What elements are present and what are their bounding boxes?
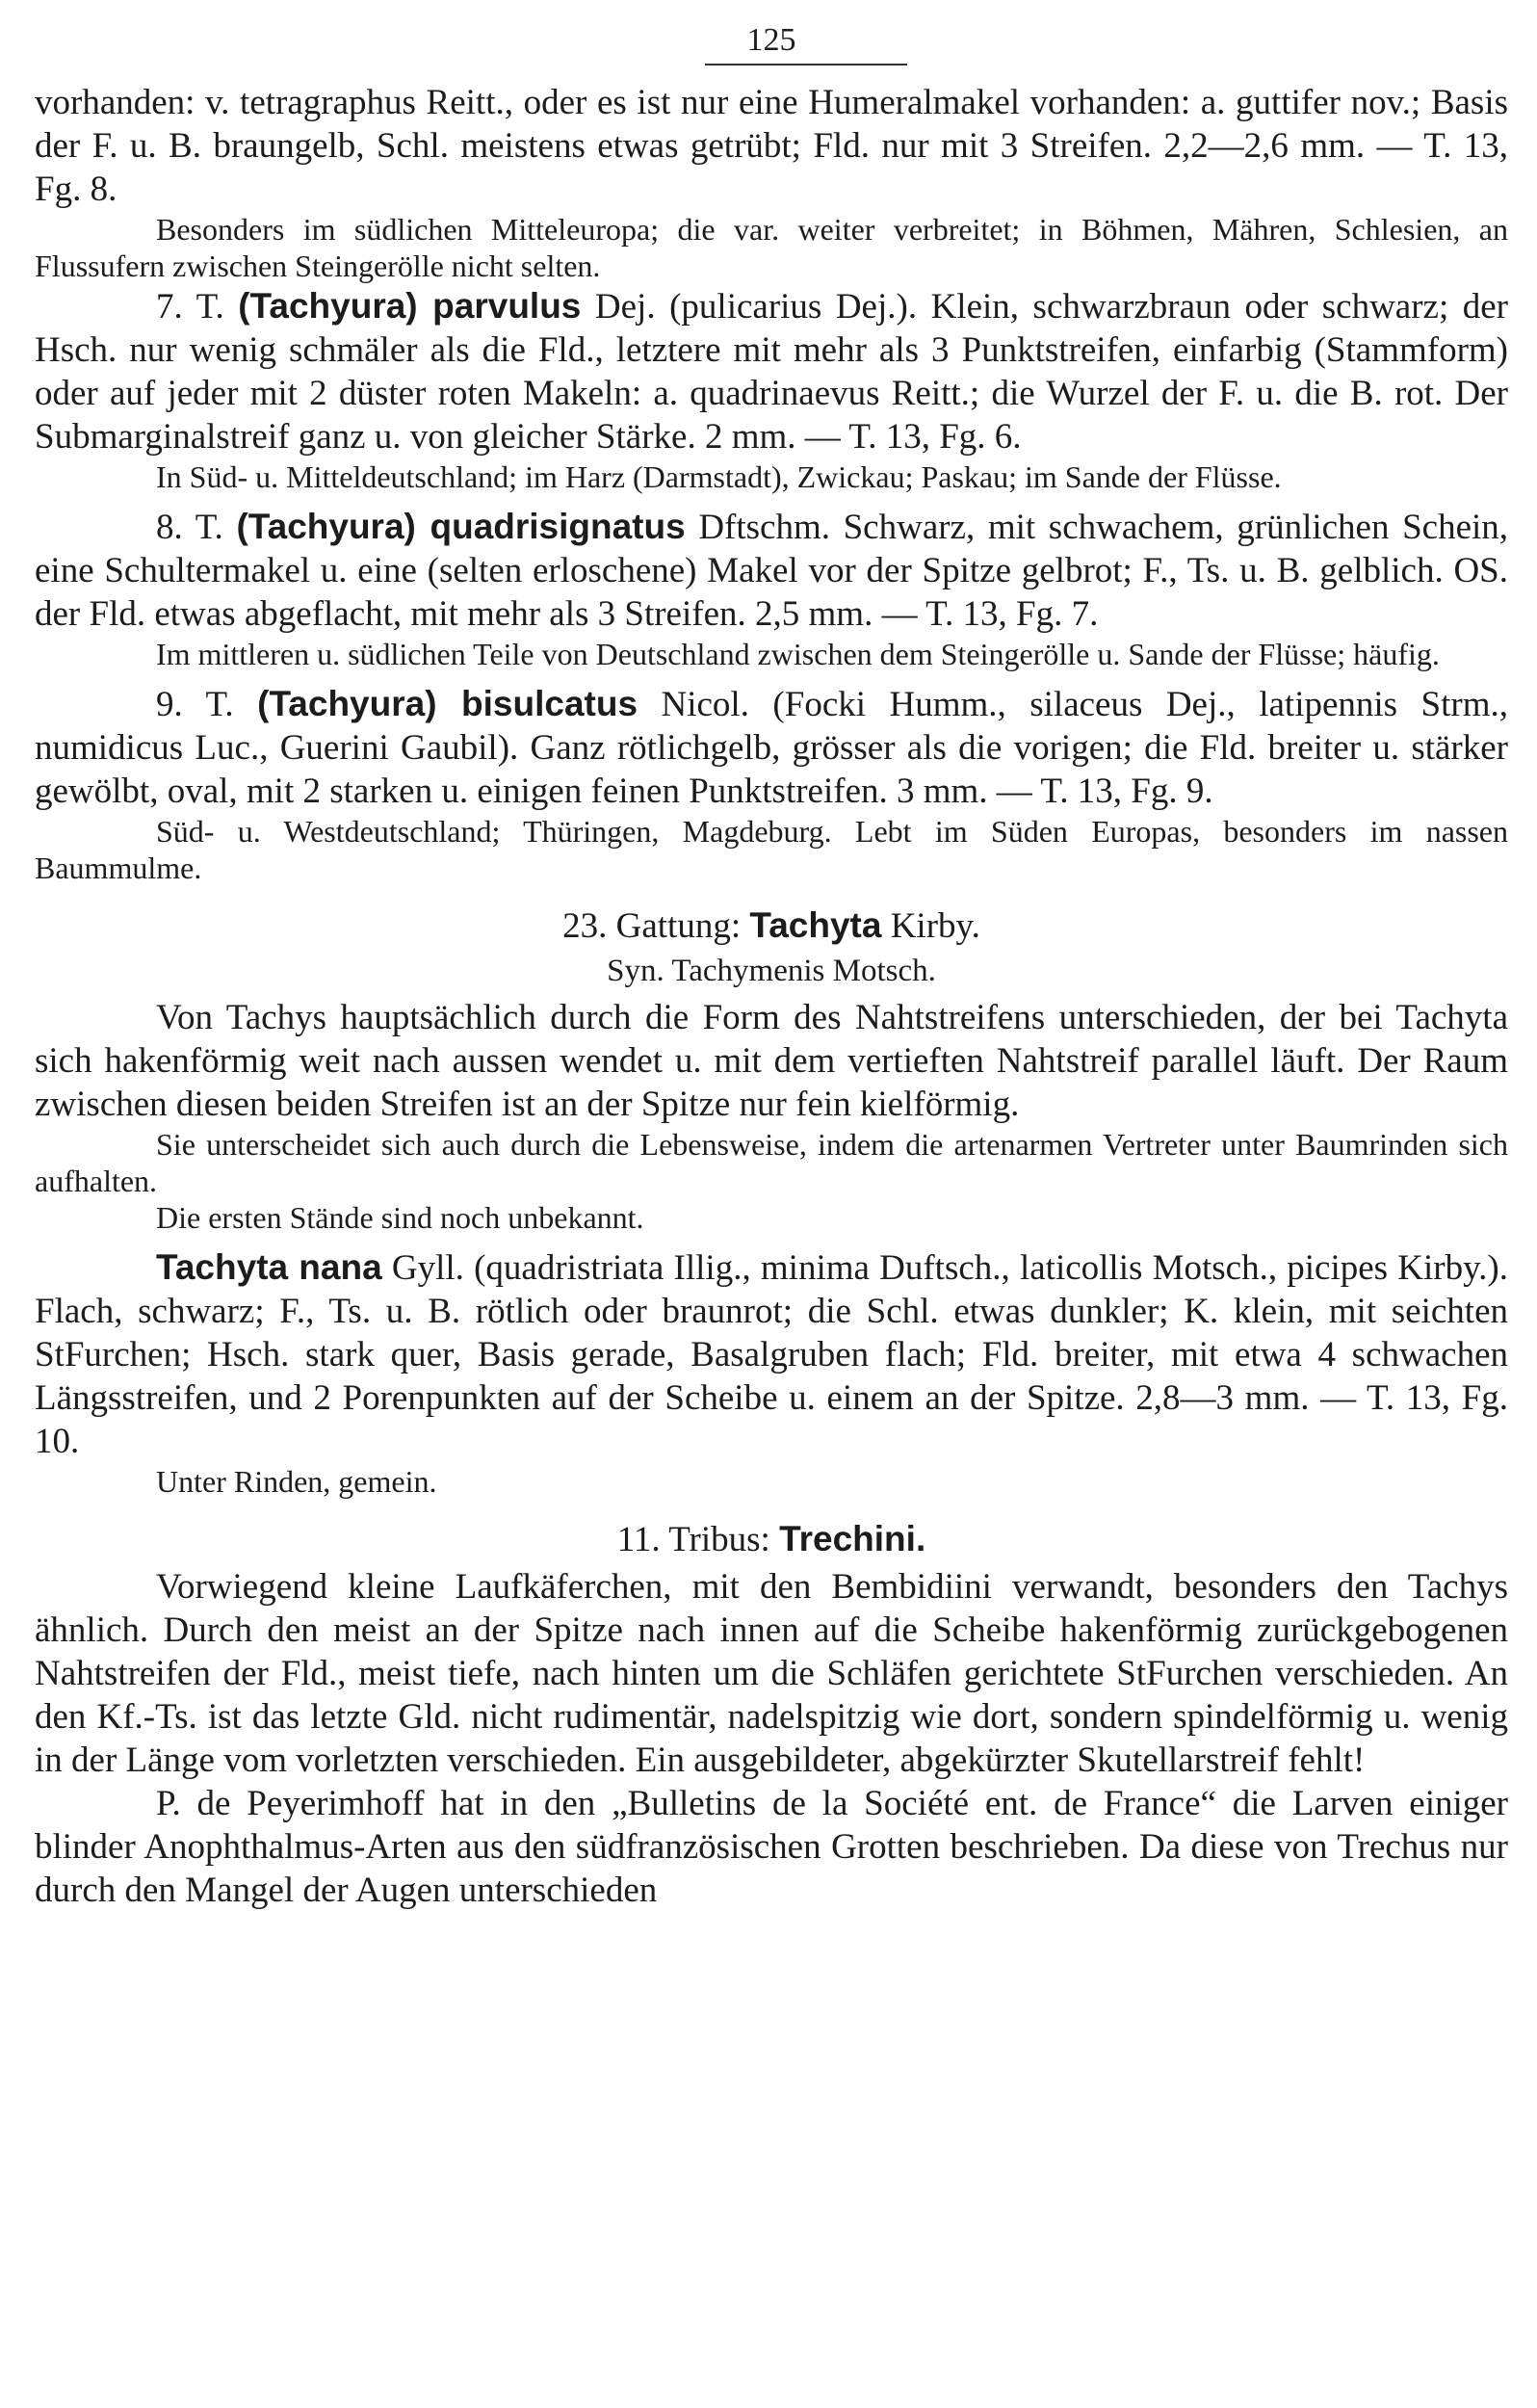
locality-note: Unter Rinden, gemein. xyxy=(156,1464,437,1499)
tribe-description: Vorwiegend kleine Laufkäferchen, mit den Bembidiini verwandt, besonders den Tachys ähnlich. Durch den meist an der Spitze nach innen auf die Scheibe hakenförmig zurückgebogenen Nahtstreifen der Fld., meist tiefe, nach hinten um die Schläfen gerichtete StFurchen verschieden. An den Kf.-Ts. ist das letzte Gld. nicht rudimentär, nadelspitzig wie dort, sondern spindelförmig u. wenig in der Länge vom vorletzten verschieden. Ein ausgebildeter, abgekürzter Skutellarstreif fehlt! xyxy=(35,1567,1508,1780)
genus-description: Von Tachys hauptsächlich durch die Form des Nahtstreifens unterschieden, der bei Tachyta sich hakenförmig weit nach aussen wendet u. mit dem vertieften Nahtstreif parallel läuft. Der Raum zwischen diesen beiden Streifen ist an der Spitze nur fein kielförmig. xyxy=(35,998,1508,1124)
species-number: 7. T. xyxy=(156,287,224,327)
tribe-heading xyxy=(35,1517,1508,1561)
tribe-label: 11. Tribus: xyxy=(616,1520,770,1559)
genus-label: 23. Gattung: xyxy=(562,906,742,946)
locality-note: Im mittleren u. südlichen Teile von Deutschland zwischen dem Steingerölle u. Sande der Flüsse; häufig. xyxy=(156,637,1440,671)
tribe-description-continued: P. de Peyerimhoff hat in den „Bulletins de la Société ent. de France“ die Larven einiger blinder Anophthalmus-Arten aus den südfranzösischen Grotten beschrieben. Da diese von Trechus nur durch den Mangel der Augen unterschieden xyxy=(35,1784,1508,1910)
species-entry-tachyta-nana xyxy=(35,1245,1508,1463)
locality-note: In Süd- u. Mitteldeutschland; im Harz (Darmstadt), Zwickau; Paskau; im Sande der Flüsse. xyxy=(156,459,1282,494)
genus-name: Tachyta xyxy=(749,905,882,945)
locality-note: Besonders im südlichen Mitteleuropa; die var. weiter verbreitet; in Böhmen, Mähren, Schlesien, an Flussufern zwischen Steingerölle nicht selten. xyxy=(35,212,1508,283)
species-name: (Tachyura) bisulcatus xyxy=(257,684,638,723)
species-description: Dftschm. Schwarz, mit schwachem, grünlichen Schein, eine Schultermakel u. eine (selten erloschene) Makel vor der Spitze gelbrot; F., Ts. u. B. gelblich. OS. der Fld. etwas abgeflacht, mit mehr als 3 Streifen. 2,5 mm. — T. 13, Fg. 7. xyxy=(35,508,1509,634)
genus-note: Sie unterscheidet sich auch durch die Lebensweise, indem die artenarmen Vertreter unter Baumrinden sich aufhalten. xyxy=(35,1127,1508,1198)
species-description: Dej. (pulicarius Dej.). Klein, schwarzbraun oder schwarz; der Hsch. nur wenig schmäler als die Fld., letztere mit mehr als 3 Punktstreifen, einfarbig (Stammform) oder auf jeder mit 2 düster roten Makeln: a. quadrinaevus Reitt.; die Wurzel der F. u. die B. rot. Der Submarginalstreif ganz u. von gleicher Stärke. 2 mm. — T. 13, Fg. 6. xyxy=(35,287,1509,457)
genus-heading xyxy=(35,903,1508,948)
genus-author: Kirby. xyxy=(890,906,980,946)
tribe-name: Trechini. xyxy=(779,1519,926,1558)
header-rule xyxy=(705,64,907,65)
species-description: Gyll. (quadristriata Illig., minima Duftsch., laticollis Motsch., picipes Kirby.). Flach, schwarz; F., Ts. u. B. rötlich oder braunrot; die Schl. etwas dunkler; K. klein, mit seichten StFurchen; Hsch. stark quer, Basis gerade, Basalgruben flach; Fld. breiter, mit etwa 4 schwachen Längsstreifen, und 2 Porenpunkten auf der Scheibe u. einem an der Spitze. 2,8—3 mm. — T. 13, Fg. 10. xyxy=(35,1248,1509,1461)
species-number: 8. T. xyxy=(156,508,223,547)
page-number: 125 xyxy=(746,22,796,58)
locality-note: Süd- u. Westdeutschland; Thüringen, Magdeburg. Lebt im Süden Europas, besonders im nassen Baummulme. xyxy=(35,814,1508,885)
species-number: 9. T. xyxy=(156,685,234,724)
paragraph: vorhanden: v. tetragraphus Reitt., oder es ist nur eine Humeralmakel vorhanden: a. guttifer nov.; Basis der F. u. B. braungelb, Schl. meistens etwas getrübt; Fld. nur mit 3 Streifen. 2,2—2,6 mm. — T. 13, Fg. 8. xyxy=(35,83,1508,209)
species-entry-7 xyxy=(35,284,1508,458)
genus-synonym: Syn. Tachymenis Motsch. xyxy=(607,954,936,988)
species-name: (Tachyura) parvulus xyxy=(238,286,582,326)
genus-note: Die ersten Stände sind noch unbekannt. xyxy=(156,1200,644,1235)
species-entry-9 xyxy=(35,682,1508,813)
species-name: (Tachyura) quadrisignatus xyxy=(236,507,686,546)
species-name: Tachyta nana xyxy=(156,1247,382,1287)
species-description: Nicol. (Focki Humm., silaceus Dej., latipennis Strm., numidicus Luc., Guerini Gaubil). Ganz rötlichgelb, grösser als die vorigen; die Fld. breiter u. stärker gewölbt, oval, mit 2 starken u. einigen feinen Punktstreifen. 3 mm. — T. 13, Fg. 9. xyxy=(35,685,1509,811)
species-entry-8 xyxy=(35,505,1508,636)
